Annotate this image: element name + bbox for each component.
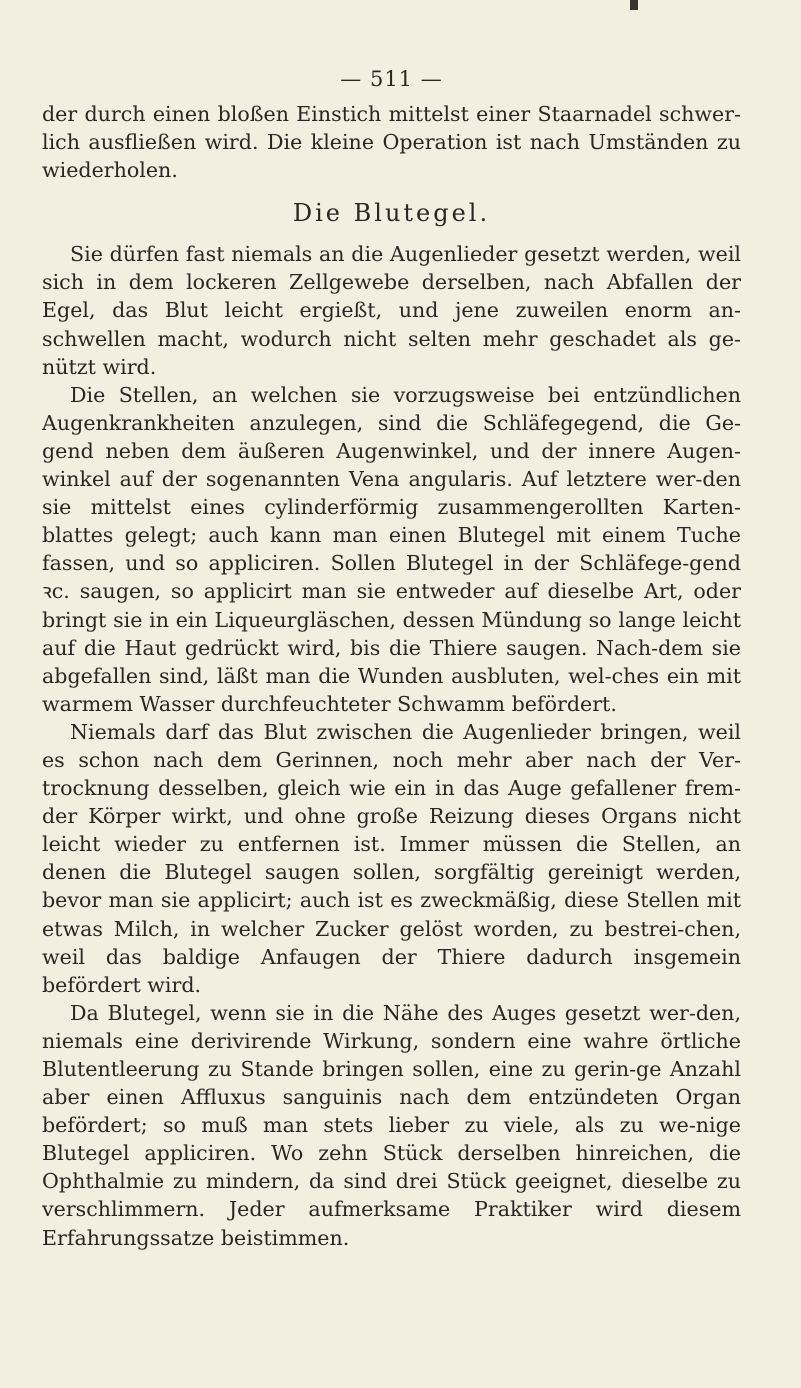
- paragraph: Niemals darf das Blut zwischen die Augenlieder bringen, weil es schon nach dem Gerinnen, noch mehr aber nach der Ver-trocknung desselben, gleich wie ein in das Auge gefallener frem-der Körper wirkt, und ohne große Reizung dieses Organs nicht leicht wieder zu entfernen ist. Immer müssen die Stellen, an denen die Blutegel saugen sollen, sorgfältig gereinigt werden, bevor man sie applicirt; auch ist es zweckmäßig, diese Stellen mit etwas Milch, in welcher Zucker gelöst worden, zu bestrei-chen, weil das baldige Anfaugen der Thiere dadurch insgemein befördert wird.: [42, 719, 741, 997]
- page-number: — 511 —: [340, 67, 443, 91]
- paragraph: Sie dürfen fast niemals an die Augenlieder gesetzt werden, weil sich in dem lockeren Zellgewebe derselben, nach Abfallen der Egel, das Blut leicht ergießt, und jene zuweilen enorm an-schwellen macht, wodurch nicht selten mehr geschadet als ge-nützt wird.: [42, 242, 741, 379]
- section-heading: Die Blutegel.: [292, 199, 491, 228]
- ink-mark: [630, 0, 638, 10]
- paragraph-continued: der durch einen bloßen Einstich mittelst einer Staarnadel schwer-lich ausfließen wird. Die kleine Operation ist nach Umständen zu wiederholen.: [42, 102, 741, 183]
- paragraph: Da Blutegel, wenn sie in die Nähe des Auges gesetzt wer-den, niemals eine derivirende Wirkung, sondern eine wahre örtliche Blutentleerung zu Stande bringen sollen, eine zu gerin-ge Anzahl aber einen Affluxus sanguinis nach dem entzündeten Organ befördert; so muß man stets lieber zu viele, als zu we-nige Blutegel appliciren. Wo zehn Stück derselben hinreichen, die Ophthalmie zu mindern, da sind drei Stück geeignet, dieselbe zu verschlimmern. Jeder aufmerksame Praktiker wird diesem Erfahrungssatze beistimmen.: [42, 1000, 741, 1250]
- paragraph: Die Stellen, an welchen sie vorzugsweise bei entzündlichen Augenkrankheiten anzulegen, sind die Schläfegegend, die Ge-gend neben dem äußeren Augenwinkel, und der innere Augen-winkel auf der sogenannten Vena angularis. Auf letztere wer-den sie mittelst eines cylinderförmig zusammengerollten Karten-blattes gelegt; auch kann man einen Blutegel mit einem Tuche fassen, und so appliciren. Sollen Blutegel in der Schläfege-gend ꝛc. saugen, so applicirt man sie entweder auf dieselbe Art, oder bringt sie in ein Liqueurgläschen, dessen Mündung so lange leicht auf die Haut gedrückt wird, bis die Thiere saugen. Nach-dem sie abgefallen sind, läßt man die Wunden ausbluten, wel-ches ein mit warmem Wasser durchfeuchteter Schwamm befördert.: [42, 382, 741, 716]
